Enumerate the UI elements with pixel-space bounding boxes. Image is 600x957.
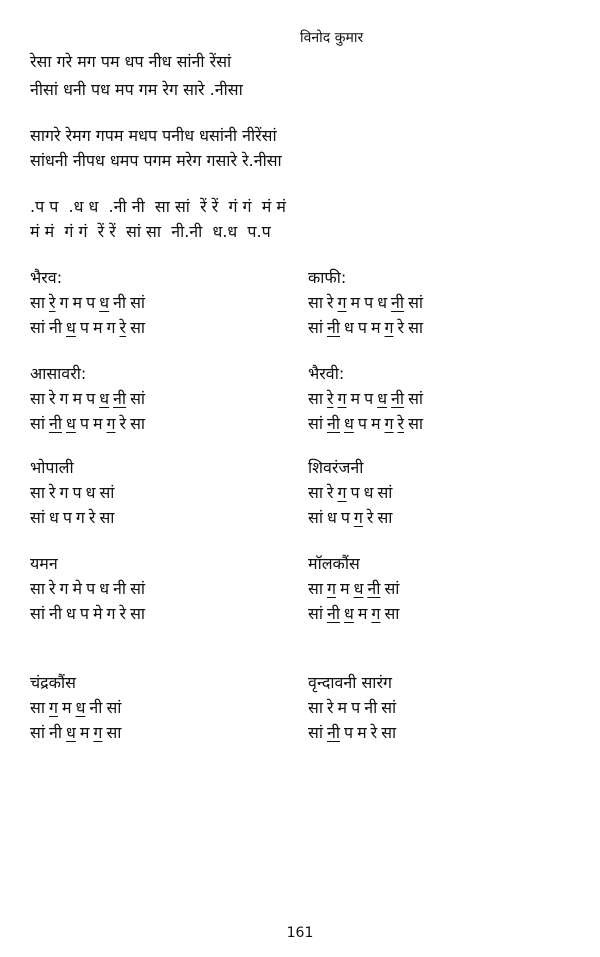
komal-note: ग	[337, 293, 347, 312]
komal-note: ध	[344, 414, 354, 433]
raga-vrindavani-sarang	[308, 673, 588, 748]
raga-aaroh-row	[30, 579, 310, 601]
swar-note: सा	[377, 508, 393, 527]
swar-note: रे	[88, 508, 96, 527]
swar-note: सा	[106, 723, 122, 742]
swar-note: ग	[59, 293, 69, 312]
raga-aaroh-row	[308, 293, 588, 315]
swar-note: ग	[59, 579, 69, 598]
swar-note: ध	[326, 508, 337, 527]
swar-note: रे	[397, 318, 405, 337]
swar-note: नी	[113, 579, 127, 598]
swar-note: प	[357, 318, 367, 337]
raga-asavari	[30, 364, 310, 439]
swar-note: प	[364, 389, 374, 408]
swar-note: प	[350, 483, 360, 502]
raga-name: भोपाली	[30, 458, 74, 477]
swar-note: सा	[130, 604, 146, 623]
swar-note: रे	[326, 293, 334, 312]
swar-note: म	[92, 414, 103, 433]
swar-note: सा	[130, 414, 146, 433]
swar-note: म	[357, 604, 368, 623]
exercise-line: नीसां धनी पध मप गम रेग सारे .नीसा	[30, 80, 243, 99]
swar-note: प	[79, 414, 89, 433]
swar-note: सां	[308, 414, 323, 433]
swar-note: प	[79, 604, 89, 623]
swar-note: प	[344, 723, 354, 742]
swar-note: प	[86, 389, 96, 408]
komal-note: ध	[353, 579, 364, 598]
swar-note: रे	[119, 604, 127, 623]
swar-note: म	[357, 723, 367, 742]
swar-note: ग	[59, 389, 69, 408]
exercise-line: मं मं गं गं रें रें सां सा नी.नी ध.ध प.प	[30, 222, 271, 241]
komal-note: नी	[326, 318, 340, 337]
swar-note: सा	[30, 389, 45, 408]
swar-note: सा	[30, 698, 45, 717]
swar-note: प	[364, 293, 374, 312]
swar-note: सा	[408, 414, 424, 433]
swar-note: नी	[364, 698, 378, 717]
swar-note: सां	[377, 483, 393, 502]
raga-avroh-row	[30, 723, 310, 745]
komal-note: रे	[397, 414, 405, 433]
raga-avroh-row	[308, 508, 588, 530]
swar-note: रे	[326, 698, 334, 717]
komal-note: ध	[66, 723, 76, 742]
swar-note: सां	[30, 414, 45, 433]
swar-note: प	[79, 318, 89, 337]
swar-note: सा	[99, 508, 115, 527]
raga-aaroh-row	[30, 293, 310, 315]
swar-note: रे	[48, 579, 56, 598]
swar-note: मे	[72, 579, 83, 598]
swar-note: ग	[75, 508, 85, 527]
komal-note: ग	[384, 318, 394, 337]
swar-note: सां	[30, 508, 45, 527]
swar-note: प	[351, 698, 361, 717]
komal-note: ध	[344, 604, 354, 623]
raga-chandrakauns	[30, 673, 310, 748]
raga-name: आसावरी:	[30, 364, 87, 383]
raga-name: यमन	[30, 554, 58, 573]
swar-note: ध	[85, 483, 96, 502]
raga-kafi	[308, 268, 588, 343]
raga-name: भैरवी:	[308, 364, 345, 383]
raga-name: चंद्रकौंस	[30, 673, 76, 692]
exercise-line: .प प .ध ध .नी नी सा सां रें रें गं गं मं मं	[30, 197, 286, 216]
swar-note: रे	[48, 483, 56, 502]
komal-note: ग	[384, 414, 394, 433]
swar-note: नी	[48, 604, 62, 623]
swar-note: प	[72, 483, 82, 502]
swar-note: म	[61, 698, 72, 717]
swar-note: सां	[130, 293, 146, 312]
komal-note: रे	[326, 389, 334, 408]
swar-note: सा	[381, 723, 397, 742]
raga-aaroh-row	[308, 698, 588, 720]
swar-note: सा	[308, 698, 323, 717]
komal-note: रे	[48, 293, 56, 312]
swar-note: म	[92, 318, 103, 337]
swar-note: ध	[377, 293, 388, 312]
swar-note: ग	[59, 483, 69, 502]
swar-note: रे	[370, 723, 378, 742]
page-number: 161	[286, 925, 314, 941]
swar-note: सां	[30, 318, 45, 337]
raga-avroh-row	[308, 723, 588, 745]
swar-note: म	[370, 414, 381, 433]
author-header: विनोद कुमार	[300, 30, 364, 46]
swar-note: सा	[384, 604, 400, 623]
swar-note: रे	[119, 414, 127, 433]
komal-note: नी	[391, 389, 405, 408]
swar-note: सां	[381, 698, 397, 717]
swar-note: सा	[130, 318, 146, 337]
swar-note: नी	[48, 318, 62, 337]
komal-note: ध	[66, 318, 76, 337]
raga-avroh-row	[30, 604, 310, 626]
swar-note: सां	[99, 483, 115, 502]
raga-aaroh-row	[30, 389, 310, 411]
swar-note: सां	[130, 579, 146, 598]
swar-note: म	[79, 723, 90, 742]
swar-note: सां	[408, 389, 424, 408]
swar-note: सां	[308, 723, 323, 742]
raga-name: भैरव:	[30, 268, 63, 287]
swar-note: ध	[363, 483, 374, 502]
raga-aaroh-row	[308, 389, 588, 411]
swar-note: सां	[308, 508, 323, 527]
komal-note: ग	[48, 698, 58, 717]
swar-note: म	[72, 389, 83, 408]
komal-note: ग	[337, 483, 347, 502]
swar-note: रे	[326, 483, 334, 502]
komal-note: ग	[371, 604, 381, 623]
swar-note: ध	[99, 579, 110, 598]
swar-note: सा	[30, 293, 45, 312]
raga-aaroh-row	[308, 579, 588, 601]
raga-avroh-row	[308, 318, 588, 340]
swar-note: सां	[30, 723, 45, 742]
exercise-line: रेसा गरे मग पम धप नीध सांनी रेंसां	[30, 52, 232, 71]
swar-note: सां	[384, 579, 400, 598]
raga-shivranjani	[308, 458, 588, 533]
raga-avroh-row	[30, 414, 310, 436]
komal-note: ग	[106, 414, 116, 433]
komal-note: ग	[337, 389, 347, 408]
raga-bhopali	[30, 458, 310, 533]
komal-note: नी	[48, 414, 62, 433]
exercise-line: सागरे रेमग गपम मधप पनीध धसांनी नीरेंसां	[30, 126, 277, 145]
swar-note: सां	[130, 389, 146, 408]
swar-note: नी	[113, 293, 127, 312]
exercise-line: सांधनी नीपध धमप पगम मरेग गसारे रे.नीसा	[30, 151, 282, 170]
komal-note: नी	[113, 389, 127, 408]
swar-note: सा	[408, 318, 424, 337]
komal-note: नी	[391, 293, 405, 312]
raga-aaroh-row	[30, 698, 310, 720]
raga-bhairavi	[308, 364, 588, 439]
swar-note: मे	[92, 604, 103, 623]
raga-avroh-row	[308, 604, 588, 626]
swar-note: रे	[48, 389, 56, 408]
swar-note: सा	[308, 483, 323, 502]
raga-aaroh-row	[30, 483, 310, 505]
komal-note: नी	[367, 579, 381, 598]
swar-note: सां	[106, 698, 122, 717]
swar-note: ध	[344, 318, 354, 337]
swar-note: सा	[308, 389, 323, 408]
swar-note: प	[62, 508, 72, 527]
raga-yaman	[30, 554, 310, 629]
swar-note: प	[340, 508, 350, 527]
swar-note: सा	[308, 293, 323, 312]
swar-note: म	[350, 389, 361, 408]
swar-note: म	[72, 293, 83, 312]
swar-note: म	[370, 318, 381, 337]
komal-note: ध	[377, 389, 388, 408]
swar-note: सा	[30, 483, 45, 502]
raga-avroh-row	[308, 414, 588, 436]
komal-note: ग	[93, 723, 103, 742]
swar-note: सां	[30, 604, 45, 623]
swar-note: म	[337, 698, 348, 717]
swar-note: ग	[106, 318, 116, 337]
komal-note: रे	[119, 318, 127, 337]
swar-note: सां	[308, 318, 323, 337]
komal-note: ग	[326, 579, 336, 598]
komal-note: ध	[66, 414, 76, 433]
swar-note: म	[339, 579, 350, 598]
swar-note: नी	[48, 723, 62, 742]
raga-malkauns	[308, 554, 588, 629]
komal-note: नी	[326, 414, 340, 433]
swar-note: सां	[408, 293, 424, 312]
komal-note: ध	[99, 389, 110, 408]
raga-name: वृन्दावनी सारंग	[308, 673, 392, 692]
raga-name: काफी:	[308, 268, 347, 287]
swar-note: प	[86, 293, 96, 312]
swar-note: सा	[308, 579, 323, 598]
swar-note: म	[350, 293, 361, 312]
komal-note: नी	[326, 604, 340, 623]
raga-avroh-row	[30, 318, 310, 340]
raga-avroh-row	[30, 508, 310, 530]
swar-note: ध	[48, 508, 59, 527]
komal-note: नी	[326, 723, 340, 742]
swar-note: नी	[89, 698, 103, 717]
komal-note: ध	[99, 293, 110, 312]
raga-name: शिवरंजनी	[308, 458, 364, 477]
swar-note: ध	[66, 604, 76, 623]
swar-note: सा	[30, 579, 45, 598]
raga-aaroh-row	[308, 483, 588, 505]
swar-note: प	[86, 579, 96, 598]
raga-bhairav	[30, 268, 310, 343]
swar-note: ग	[106, 604, 116, 623]
komal-note: ध	[75, 698, 86, 717]
komal-note: ग	[353, 508, 363, 527]
swar-note: प	[357, 414, 367, 433]
raga-name: मॉलकौंस	[308, 554, 360, 573]
swar-note: सां	[308, 604, 323, 623]
swar-note: रे	[366, 508, 374, 527]
